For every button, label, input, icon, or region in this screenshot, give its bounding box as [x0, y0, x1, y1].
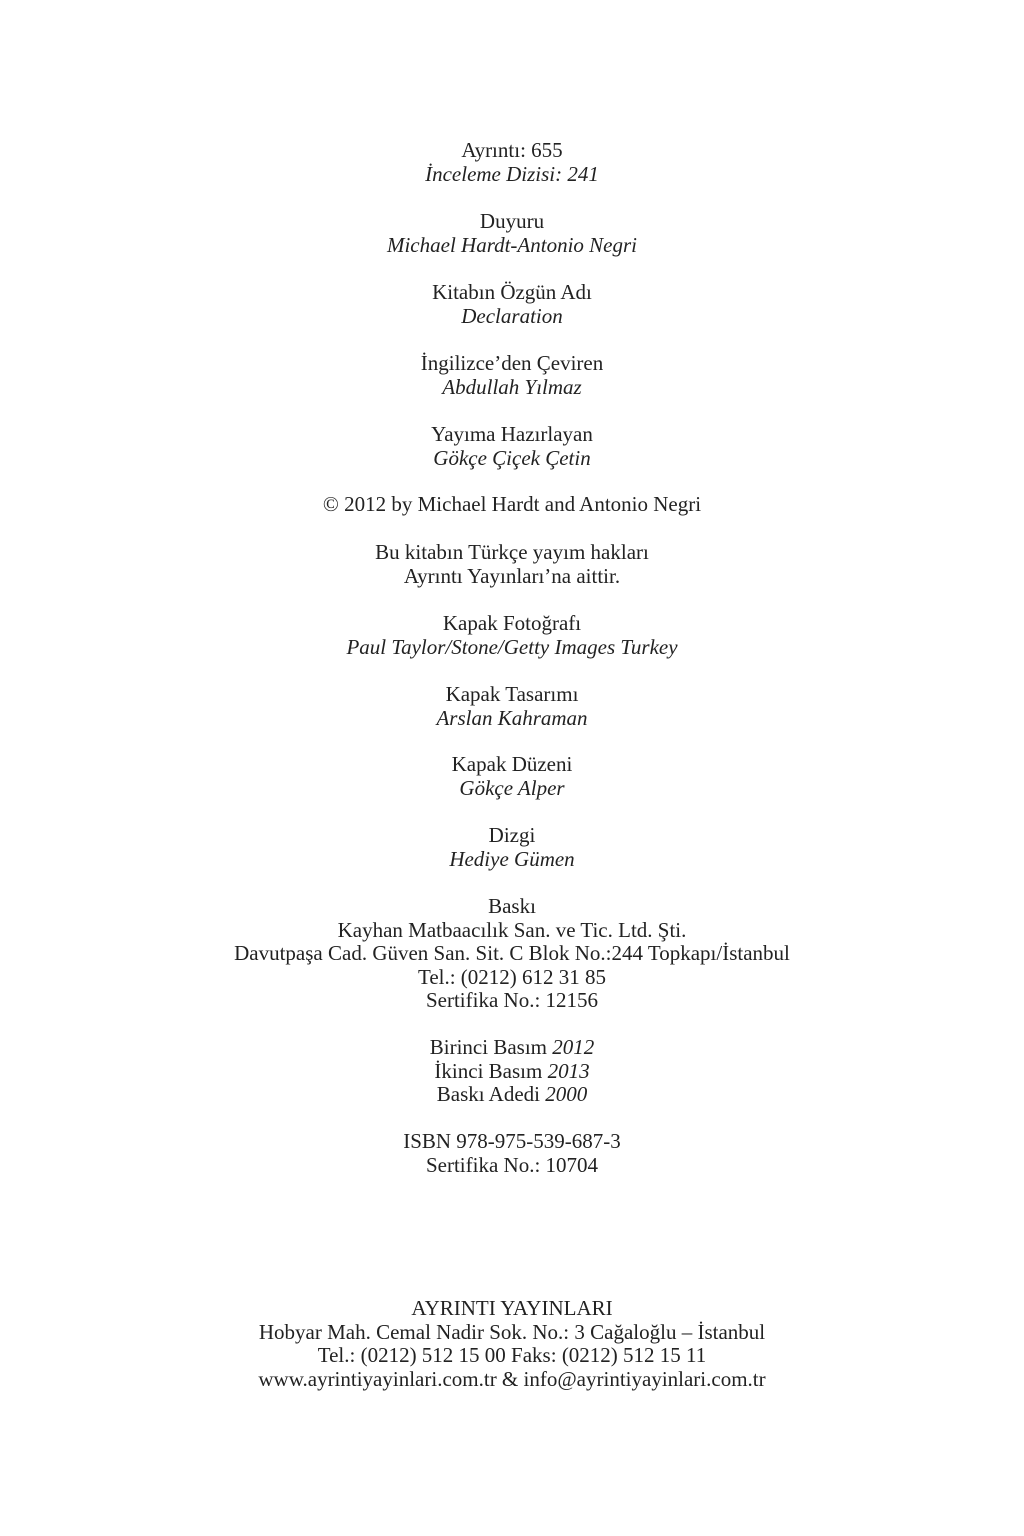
printing-company: Kayhan Matbaacılık San. ve Tic. Ltd. Şti.: [337, 917, 687, 942]
typesetting-value: Hediye Gümen: [449, 846, 575, 871]
editions-block: [0, 1036, 1024, 1107]
cover-layout-label: Kapak Düzeni: [451, 752, 573, 776]
rights-line-1: Bu kitabın Türkçe yayım hakları: [375, 540, 649, 564]
publisher-web: www.ayrintiyayinlari.com.tr & info@ayrintiyayinlari.com.tr: [258, 1366, 766, 1391]
typesetting-block: [0, 824, 1024, 871]
isbn-block: [0, 1130, 1024, 1177]
printing-label: Baskı: [488, 894, 536, 918]
print-run: [0, 1083, 1024, 1107]
second-edition-year: 2013: [547, 1058, 590, 1083]
translator-value: Abdullah Yılmaz: [442, 374, 582, 399]
cover-layout-block: [0, 753, 1024, 800]
first-edition-label: Birinci Basım: [429, 1035, 547, 1059]
publisher-number: Ayrıntı: 655: [461, 138, 563, 162]
typesetting-label: Dizgi: [488, 823, 536, 847]
first-edition: [0, 1036, 1024, 1060]
book-block: [0, 210, 1024, 257]
isbn-certificate: Sertifika No.: 10704: [425, 1152, 599, 1177]
translator-block: [0, 352, 1024, 399]
cover-photo-block: [0, 612, 1024, 659]
editor-value: Gökçe Çiçek Çetin: [433, 445, 591, 470]
copyright-block: [0, 493, 1024, 517]
series-number: İnceleme Dizisi: 241: [425, 161, 599, 186]
copyright-line: © 2012 by Michael Hardt and Antonio Negri: [322, 492, 702, 516]
cover-design-label: Kapak Tasarımı: [445, 682, 579, 706]
cover-design-value: Arslan Kahraman: [436, 705, 588, 730]
publisher-name: AYRINTI YAYINLARI: [411, 1296, 613, 1320]
isbn-number: ISBN 978-975-539-687-3: [403, 1129, 621, 1153]
printing-phone: Tel.: (0212) 612 31 85: [417, 964, 607, 989]
original-title-block: [0, 281, 1024, 328]
rights-line-2: Ayrıntı Yayınları’na aittir.: [403, 563, 621, 588]
publisher-block: [0, 1297, 1024, 1391]
second-edition: [0, 1060, 1024, 1084]
printing-block: [0, 895, 1024, 1013]
series-block: [0, 139, 1024, 186]
book-authors: Michael Hardt-Antonio Negri: [386, 232, 638, 257]
cover-photo-label: Kapak Fotoğrafı: [442, 611, 582, 635]
print-run-count: 2000: [545, 1082, 588, 1106]
cover-photo-value: Paul Taylor/Stone/Getty Images Turkey: [346, 634, 678, 659]
original-title-value: Declaration: [461, 303, 563, 328]
second-edition-label: İkinci Basım: [434, 1058, 543, 1083]
printing-address: Davutpaşa Cad. Güven San. Sit. C Blok No.:244 Topkapı/İstanbul: [234, 941, 790, 965]
publisher-contact: Tel.: (0212) 512 15 00 Faks: (0212) 512 15 11: [317, 1343, 707, 1367]
translator-label: İngilizce’den Çeviren: [420, 351, 604, 375]
editor-label: Yayıma Hazırlayan: [431, 422, 593, 446]
publisher-address: Hobyar Mah. Cemal Nadir Sok. No.: 3 Cağaloğlu – İstanbul: [258, 1319, 766, 1344]
print-run-label: Baskı Adedi: [436, 1082, 540, 1106]
first-edition-year: 2012: [552, 1035, 595, 1059]
rights-block: [0, 541, 1024, 588]
book-title: Duyuru: [479, 209, 545, 233]
printing-certificate: Sertifika No.: 12156: [425, 988, 599, 1012]
editor-block: [0, 423, 1024, 470]
original-title-label: Kitabın Özgün Adı: [432, 280, 592, 304]
cover-design-block: [0, 683, 1024, 730]
cover-layout-value: Gökçe Alper: [459, 775, 565, 800]
